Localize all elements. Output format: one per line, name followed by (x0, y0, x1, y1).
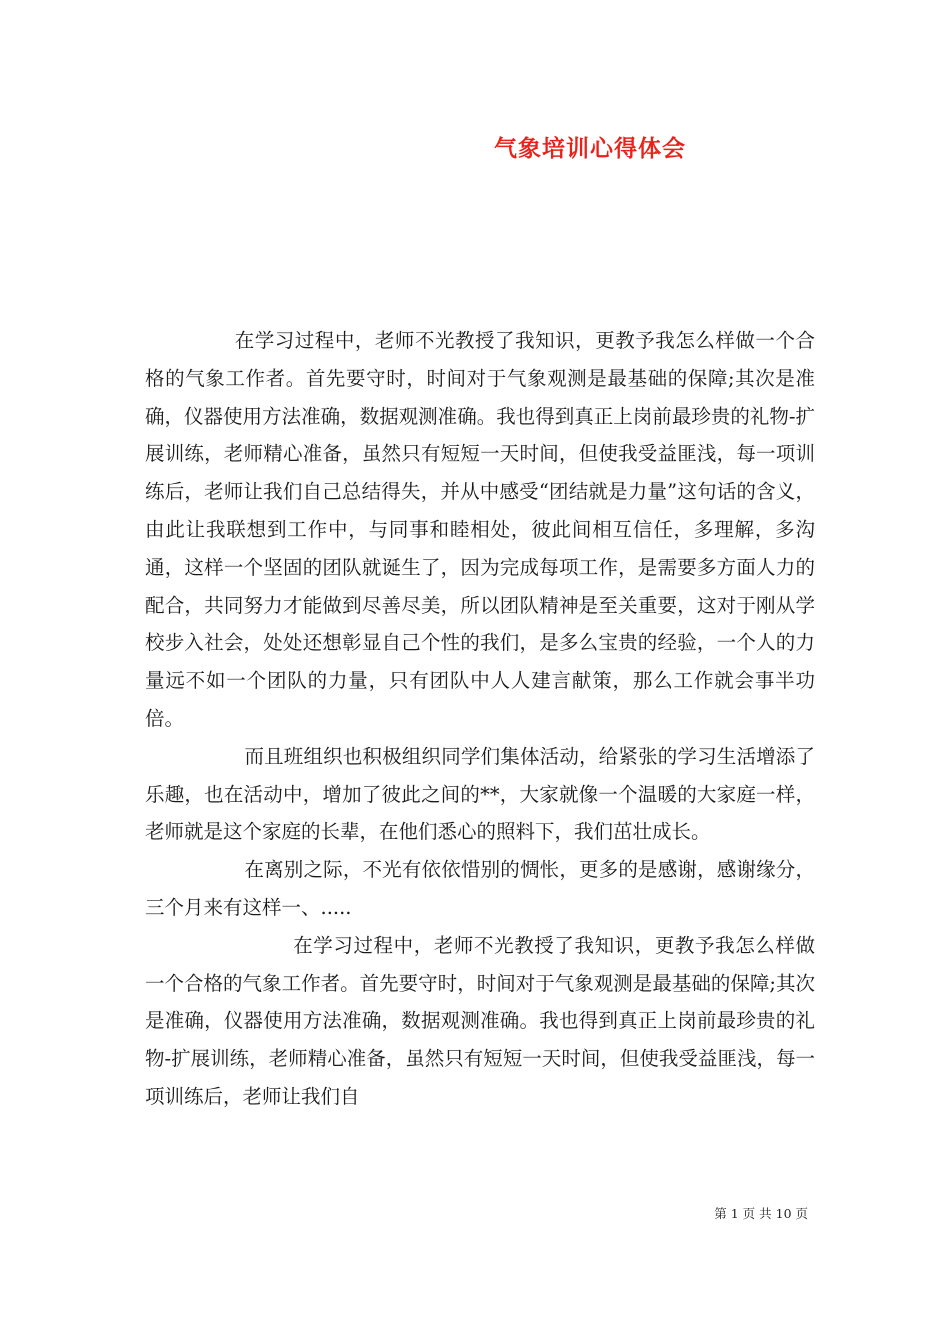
paragraph-3: 在离别之际，不光有依依惜别的惆怅，更多的是感谢，感谢缘分，三个月来有这样一、..... (145, 858, 815, 919)
paragraph-1: 在学习过程中，老师不光教授了我知识，更教予我怎么样做一个合格的气象工作者。首先要守时，时间对于气象观测是最基础的保障;其次是准确，仪器使用方法准确，数据观测准确。我也得到真正上岗前最珍贵的礼物-扩展训练，老师精心准备，虽然只有短短一天时间，但使我受益匪浅，每一项训练后，老师让我们自己总结得失，并从中感受“团结就是力量”这句话的含义，由此让我联想到工作中，与同事和睦相处，彼此间相互信任，多理解，多沟通，这样一个坚固的团队就诞生了，因为完成每项工作，是需要多方面人力的配合，共同努力才能做到尽善尽美，所以团队精神是至关重要，这对于刚从学校步入社会，处处还想彰显自己个性的我们，是多么宝贵的经验，一个人的力量远不如一个团队的力量，只有团队中人人建言献策，那么工作就会事半功倍。 (145, 329, 815, 730)
paragraph-4: 在学习过程中，老师不光教授了我知识，更教予我怎么样做一个合格的气象工作者。首先要守时，时间对于气象观测是最基础的保障;其次是准确，仪器使用方法准确，数据观测准确。我也得到真正上岗前最珍贵的礼物-扩展训练，老师精心准备，虽然只有短短一天时间，但使我受益匪浅，每一项训练后，老师让我们自 (145, 933, 815, 1108)
document-title: 气象培训心得体会 (494, 135, 686, 162)
document-body (145, 322, 815, 1116)
page-number-footer: 第 1 页 共 10 页 (714, 1206, 808, 1221)
paragraph-2: 而且班组织也积极组织同学们集体活动，给紧张的学习生活增添了乐趣，也在活动中，增加了彼此之间的**，大家就像一个温暖的大家庭一样，老师就是这个家庭的长辈，在他们悉心的照料下，我们茁壮成长。 (145, 744, 815, 844)
